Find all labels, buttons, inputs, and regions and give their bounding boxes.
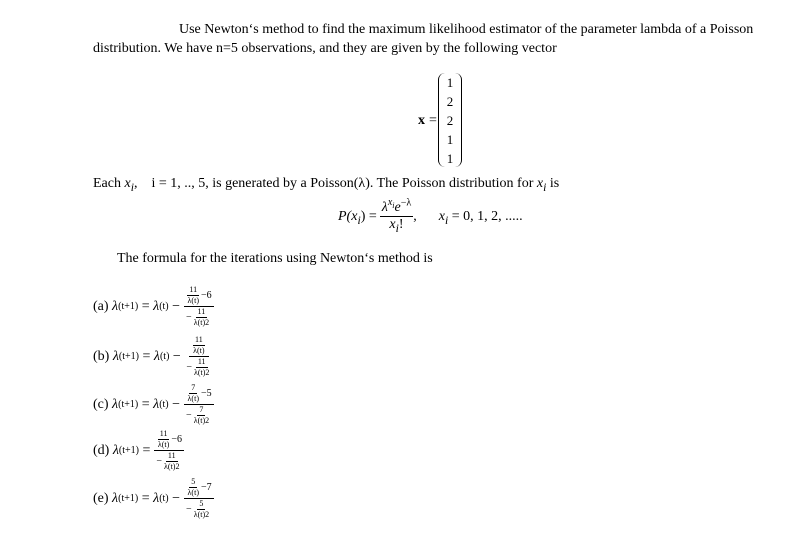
generation-sentence: Each $x_i$, i = 1, .., 5, is generated by a Poisson(λ). The Poisson distribution for $x_i$ is bbox=[93, 176, 560, 194]
pmf-support: $x_i = 0$, 1, 2, ..... bbox=[438, 208, 523, 227]
pmf-fraction: $\frac{\lambda^{x_i}e^{-\lambda}}{x_i!}$ bbox=[381, 197, 412, 235]
poisson-pmf: $P(x_i)$ = $\frac{\lambda^{x_i}e^{-\lambda}}{x_i!}$ , $x_i = 0$, 1, 2, ..... bbox=[338, 197, 523, 235]
option-a[interactable]: (a) λ (t+1) = λ (t) − $\frac{11}{\lambda(t)}$ −6 − $\frac{11}{\lambda(t)2}$ bbox=[93, 285, 212, 327]
update-fraction: $\frac{11}{\lambda(t)}$ −6 − $\frac{11}{\lambda(t)2}$ bbox=[154, 430, 184, 471]
option-d[interactable]: (d) λ (t+1) = $\frac{11}{\lambda(t)}$ −6 − $\frac{11}{\lambda(t)2}$ bbox=[93, 429, 182, 471]
update-fraction: $\frac{11}{\lambda(t)}$ −6 − $\frac{11}{\lambda(t)2}$ bbox=[184, 286, 214, 327]
update-fraction: $\frac{7}{\lambda(t)}$ −5 − $\frac{7}{\lambda(t)2}$ bbox=[184, 384, 214, 425]
vector-entry: 2 bbox=[446, 113, 454, 128]
vector-entry: 1 bbox=[446, 151, 454, 166]
vector-equals: = bbox=[429, 113, 437, 128]
option-c[interactable]: (c) λ (t+1) = λ (t) − $\frac{7}{\lambda(t)}$ −5 − $\frac{7}{\lambda(t)2}$ bbox=[93, 383, 212, 425]
problem-line-2: distribution. We have n=5 observations, and they are given by the following vector bbox=[93, 41, 557, 56]
update-fraction: $\frac{5}{\lambda(t)}$ −7 − $\frac{5}{\lambda(t)2}$ bbox=[184, 478, 214, 519]
vector-entry: 1 bbox=[446, 132, 454, 147]
vector-label: x bbox=[418, 113, 425, 128]
iteration-intro: The formula for the iterations using Newton‘s method is bbox=[117, 251, 433, 266]
vector-entry: 1 bbox=[446, 75, 454, 90]
option-b[interactable]: (b) λ (t+1) = λ (t) − $\frac{11}{\lambda(t)}$ − $\frac{11}{\lambda(t)2}$ bbox=[93, 336, 213, 377]
update-fraction: $\frac{11}{\lambda(t)}$ − $\frac{11}{\lambda(t)2}$ bbox=[186, 335, 210, 377]
observation-vector bbox=[440, 73, 460, 167]
vector-entry: 2 bbox=[446, 94, 454, 109]
problem-line-1: Use Newton‘s method to find the maximum likelihood estimator of the parameter lambda of a Poisson bbox=[179, 22, 754, 37]
option-e[interactable]: (e) λ (t+1) = λ (t) − $\frac{5}{\lambda(t)}$ −7 − $\frac{5}{\lambda(t)2}$ bbox=[93, 477, 212, 519]
